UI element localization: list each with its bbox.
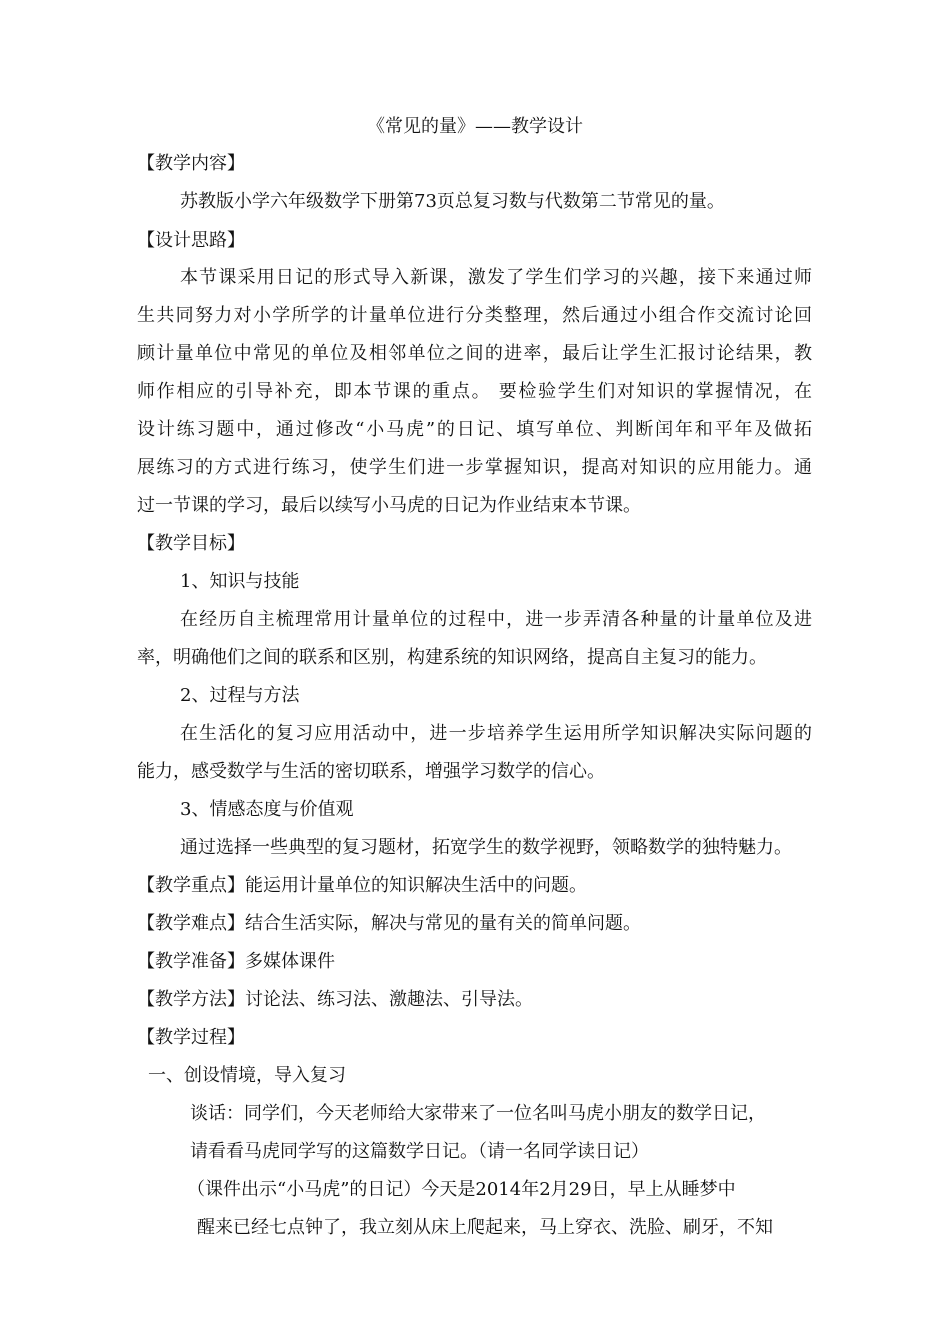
goal-2-title: 2、过程与方法 — [180, 685, 300, 706]
key-point-text: 能运用计量单位的知识解决生活中的问题。 — [245, 875, 587, 896]
idea-line: 本节课采用日记的形式导入新课，激发了学生们学习的兴趣，接下来通过师 — [180, 267, 812, 288]
talk-line: 请看看马虎同学写的这篇数学日记。（请一名同学读日记） — [190, 1141, 649, 1162]
idea-line: 设计练习题中，通过修改“小马虎”的日记、填写单位、判断闰年和平年及做拓 — [137, 419, 812, 440]
preparation-row — [137, 949, 335, 975]
goal-1-line: 率，明确他们之间的联系和区别，构建系统的知识网络，提高自主复习的能力。 — [137, 647, 767, 668]
preparation-label: 【教学准备】 — [137, 951, 245, 972]
diary-line: 醒来已经七点钟了，我立刻从床上爬起来，马上穿衣、洗脸、刷牙，不知 — [197, 1217, 773, 1238]
preparation-text: 多媒体课件 — [245, 951, 335, 972]
goal-1-title: 1、知识与技能 — [180, 571, 300, 592]
goal-3-line: 通过选择一些典型的复习题材，拓宽学生的数学视野，领略数学的独特魅力。 — [180, 837, 792, 858]
diary-line: （课件出示“小马虎”的日记）今天是2014年2月29日，早上从睡梦中 — [187, 1179, 736, 1200]
heading-teaching-process: 【教学过程】 — [137, 1027, 245, 1048]
difficulty-label: 【教学难点】 — [137, 913, 245, 934]
method-text: 讨论法、练习法、激趣法、引导法。 — [245, 989, 533, 1010]
idea-line: 展练习的方式进行练习，使学生们进一步掌握知识，提高对知识的应用能力。通 — [137, 457, 812, 478]
content-text: 苏教版小学六年级数学下册第73页总复习数与代数第二节常见的量。 — [180, 191, 725, 212]
idea-line: 生共同努力对小学所学的计量单位进行分类整理，然后通过小组合作交流讨论回 — [137, 305, 812, 326]
heading-teaching-content: 【教学内容】 — [137, 153, 245, 174]
document-title: 《常见的量》——教学设计 — [367, 116, 583, 137]
idea-line: 过一节课的学习，最后以续写小马虎的日记为作业结束本节课。 — [137, 495, 641, 516]
difficulty-row — [137, 911, 641, 937]
goal-2-line: 在生活化的复习应用活动中，进一步培养学生运用所学知识解决实际问题的 — [180, 723, 812, 744]
goal-1-line: 在经历自主梳理常用计量单位的过程中，进一步弄清各种量的计量单位及进 — [180, 609, 812, 630]
difficulty-text: 结合生活实际，解决与常见的量有关的简单问题。 — [245, 913, 641, 934]
idea-line: 师作相应的引导补充，即本节课的重点。 要检验学生们对知识的掌握情况，在 — [137, 381, 812, 402]
heading-teaching-goals: 【教学目标】 — [137, 533, 245, 554]
key-point-label: 【教学重点】 — [137, 875, 245, 896]
method-row — [137, 987, 533, 1013]
goal-2-line: 能力，感受数学与生活的密切联系，增强学习数学的信心。 — [137, 761, 605, 782]
process-step-1: 一、创设情境，导入复习 — [148, 1065, 346, 1086]
heading-design-idea: 【设计思路】 — [137, 230, 245, 251]
method-label: 【教学方法】 — [137, 989, 245, 1010]
talk-line: 谈话：同学们，今天老师给大家带来了一位名叫马虎小朋友的数学日记， — [190, 1103, 766, 1124]
idea-line: 顾计量单位中常见的单位及相邻单位之间的进率，最后让学生汇报讨论结果，教 — [137, 343, 812, 364]
goal-3-title: 3、情感态度与价值观 — [180, 799, 354, 820]
key-point-row — [137, 873, 587, 899]
